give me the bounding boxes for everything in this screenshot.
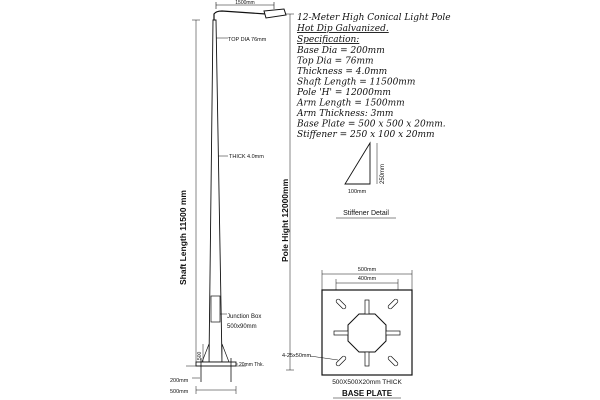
top-dia-label: TOP DIA 76mm [228,37,267,43]
bolts-label: 4-25x50mm [282,353,312,359]
spec-heading: Specification: [297,35,360,45]
stiffener-caption: Stiffener Detail [343,210,389,217]
stiffener-plan-right [386,331,400,335]
base-plate-title: BASE PLATE [341,389,393,398]
plate-thickness-label: 20mm Thk. [239,362,264,368]
spec-line: Pole 'H' = 12000mm [297,88,391,98]
base-plate-elevation [196,362,236,366]
thickness-label: THICK 4.0mm [229,154,264,160]
junction-box-title: Junction Box [227,314,262,320]
pole-octagon [348,314,386,352]
dim-500-label: 500 [197,351,203,360]
specification-block [296,13,451,140]
shaft-length-label: Shaft Length 11500 mm [178,190,188,285]
arm-length-label: 1500mm [235,0,255,6]
spec-line: Arm Thickness: 3mm [297,109,394,119]
stiffener-triangle [345,143,370,184]
stiffener-plan-bottom [365,352,369,366]
spec-line: Base Dia = 200mm [297,46,385,56]
spec-line: Base Plate = 500 x 500 x 20mm. [297,119,446,130]
spec-line: Shaft Length = 11500mm [297,77,416,88]
base-plate-caption: 500X500X20mm THICK [332,379,402,386]
stiffener-plan-left [334,331,348,335]
pole-elevation [170,0,294,395]
spec-finish: Hot Dip Galvanized. [297,24,389,34]
junction-box-size: 500x90mm [227,324,257,330]
luminaire [264,9,286,18]
spec-line: Thickness = 4.0mm [297,67,388,77]
spec-line: Top Dia = 76mm [297,56,374,67]
pole-arm [214,11,266,20]
stiffener-height-label: 250mm [380,163,386,184]
stiffener-right [222,344,229,362]
spec-title: 12-Meter High Conical Light Pole [297,13,451,23]
spec-line: Arm Length = 1500mm [297,98,405,109]
base-width-label: 500mm [170,389,189,395]
base-height-label: 200mm [170,378,189,384]
base-plate-plan [282,267,412,398]
outer-width-label: 500mm [357,267,377,273]
stiffener-plan-top [365,300,369,314]
stiffener-width-label: 100mm [347,189,367,195]
pole-height-label: Pole Hight 12000mm [280,178,290,262]
inner-width-label: 400mm [357,276,377,282]
spec-line: Stiffener = 250 x 100 x 20mm [297,130,435,140]
stiffener-detail [336,143,396,218]
junction-box-door [211,296,220,322]
